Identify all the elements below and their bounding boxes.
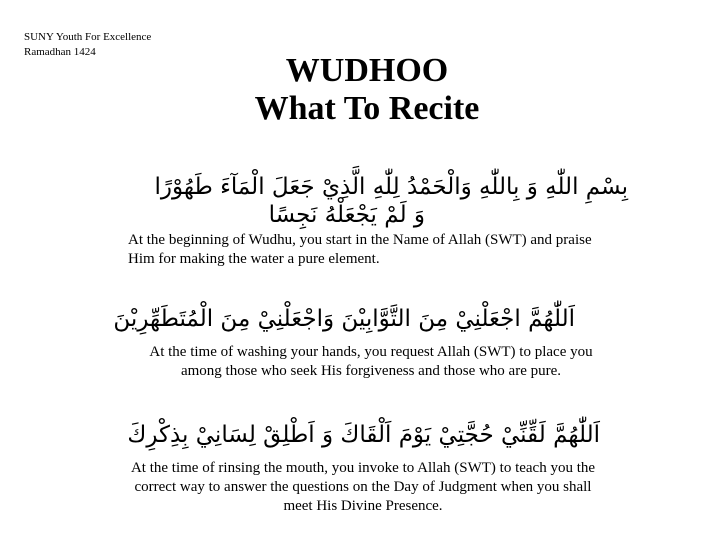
arabic-verse-2: اَللّٰهُمَّ اجْعَلْنِيْ مِنَ التَّوَّابِيْنَ وَاجْعَلْنِيْ مِنَ الْمُتَطَهِّرِيْنَ: [113, 306, 575, 332]
organization-name: SUNY Youth For Excellence: [24, 31, 152, 43]
arabic-verse-1-line-1: بِسْمِ اللّٰهِ وَ بِاللّٰهِ وَالْحَمْدُ لِلّٰهِ الَّذِيْ جَعَلَ الْمَآءَ طَهُوْرًا: [154, 174, 628, 200]
english-explanation-2: At the time of washing your hands, you request Allah (SWT) to place you among those who seek His forgiveness and those who are pure.: [149, 344, 593, 379]
title-line-2: What To Recite: [254, 90, 480, 127]
date-label: Ramadhan 1424: [24, 46, 96, 58]
header-block: [24, 30, 151, 60]
english-explanation-1: At the beginning of Wudhu, you start in the Name of Allah (SWT) and praise Him for making the water a pure element.: [128, 232, 592, 267]
page-title: [222, 52, 512, 128]
english-explanation-3: At the time of rinsing the mouth, you invoke to Allah (SWT) to teach you the correct way to answer the questions on the Day of Judgment when you shall meet His Divine Presence.: [130, 460, 596, 514]
title-line-1: WUDHOO: [285, 52, 449, 89]
arabic-verse-1-line-2: وَ لَمْ يَجْعَلْهُ نَجِسًا: [268, 202, 425, 228]
arabic-verse-3: اَللّٰهُمَّ لَقِّنِّيْ حُجَّتِيْ يَوْمَ اَلْقَاكَ وَ اَطْلِقْ لِسَانِيْ بِذِكْرِكَ: [127, 422, 600, 448]
